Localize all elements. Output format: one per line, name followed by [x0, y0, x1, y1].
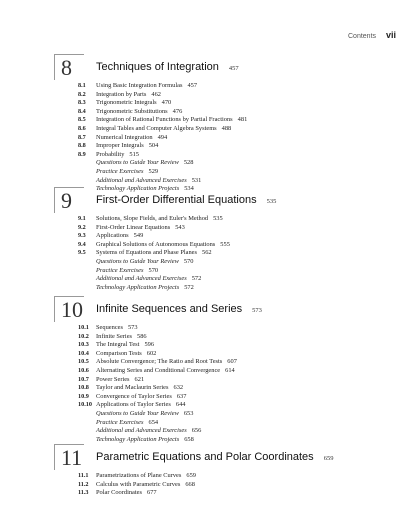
toc-entry[interactable] [78, 472, 388, 481]
section-title: Graphical Solutions of Autonomous Equations [96, 240, 216, 248]
toc-entry[interactable] [78, 284, 388, 293]
section-page: 621 [134, 375, 145, 383]
section-page: 504 [148, 142, 159, 150]
section-title: Convergence of Taylor Series [96, 392, 172, 400]
section-title: Applications of Taylor Series [96, 401, 171, 409]
section-number: 10.4 [78, 349, 89, 357]
section-page: 562 [202, 249, 212, 257]
section-page: 572 [191, 275, 202, 283]
toc-entry[interactable] [78, 142, 388, 151]
toc-entry[interactable] [78, 376, 388, 385]
chapter-page: 573 [252, 307, 262, 314]
toc-entry[interactable] [78, 358, 388, 367]
section-number: 10.8 [78, 384, 89, 392]
section-page: 535 [213, 215, 223, 222]
toc-entry[interactable] [78, 410, 388, 419]
toc-entry[interactable] [78, 384, 388, 393]
section-number: 10.9 [78, 392, 89, 400]
chapter-title-text: Parametric Equations and Polar Coordinates [96, 451, 314, 463]
section-page: 476 [172, 107, 183, 115]
toc-entry[interactable] [78, 116, 388, 125]
chapter-number: 10 [54, 296, 84, 322]
section-number: 8.9 [78, 150, 86, 158]
chapter-entries [78, 324, 388, 444]
section-number: 8.5 [78, 116, 86, 124]
toc-entry[interactable] [78, 419, 388, 428]
section-page: 457 [187, 82, 198, 89]
section-number: 11.2 [78, 480, 89, 488]
toc-entry[interactable] [78, 333, 388, 342]
section-page: 529 [148, 167, 159, 175]
toc-entry[interactable] [78, 249, 388, 258]
section-number: 9.1 [78, 215, 86, 222]
section-number: 10.1 [78, 324, 89, 331]
section-title: Trigonometric Integrals [96, 99, 157, 107]
toc-entry[interactable] [78, 427, 388, 436]
section-title: Systems of Equations and Phase Planes [96, 249, 197, 257]
section-title: Practice Exercises [96, 266, 144, 274]
toc-entry[interactable] [78, 489, 388, 498]
section-title: Sequences [96, 324, 123, 331]
section-title: Polar Coordinates [96, 489, 142, 497]
toc-entry[interactable] [78, 232, 388, 241]
section-page: 515 [129, 150, 139, 158]
section-title: Technology Application Projects [96, 283, 180, 291]
section-page: 534 [184, 185, 194, 193]
chapter-entries [78, 82, 388, 194]
toc-entry[interactable] [78, 108, 388, 117]
section-number: 9.4 [78, 240, 86, 248]
section-number: 10.5 [78, 358, 89, 366]
toc-entry[interactable] [78, 185, 388, 194]
toc-entry[interactable] [78, 241, 388, 250]
page-number: vii [385, 30, 396, 40]
toc-entry[interactable] [78, 151, 388, 160]
toc-entry[interactable] [78, 82, 388, 91]
chapter-title-text: Infinite Sequences and Series [96, 303, 243, 315]
toc-entry[interactable] [78, 159, 388, 168]
section-page: 668 [185, 480, 195, 488]
section-number: 8.3 [78, 99, 86, 107]
section-number: 10.7 [78, 375, 89, 383]
section-page: 573 [127, 324, 138, 331]
chapter-number: 9 [54, 187, 84, 213]
section-page: 586 [137, 332, 147, 340]
section-page: 462 [151, 90, 161, 98]
section-title: Additional and Advanced Exercises [96, 176, 187, 184]
section-number: 10.2 [78, 332, 89, 340]
section-page: 572 [184, 283, 194, 291]
section-title: Absolute Convergence; The Ratio and Root Tests [96, 358, 223, 366]
section-page: 614 [225, 366, 235, 374]
section-page: 607 [227, 358, 237, 366]
toc-entry[interactable] [78, 125, 388, 134]
section-title: Additional and Advanced Exercises [96, 427, 187, 435]
toc-entry[interactable] [78, 258, 388, 267]
section-title: Integration of Rational Functions by Partial Fractions [96, 116, 233, 124]
section-title: Parametrizations of Plane Curves [96, 472, 182, 479]
toc-entry[interactable] [78, 91, 388, 100]
section-page: 555 [220, 240, 230, 248]
section-title: Trigonometric Substitutions [96, 107, 168, 115]
chapter-number: 8 [54, 54, 84, 80]
section-number: 8.4 [78, 107, 86, 115]
section-page: 543 [175, 223, 185, 231]
section-page: 570 [148, 266, 159, 274]
toc-entry[interactable] [78, 367, 388, 376]
toc-entry[interactable] [78, 341, 388, 350]
section-title: Taylor and Maclaurin Series [96, 384, 169, 392]
section-number: 8.8 [78, 142, 86, 150]
section-number: 9.5 [78, 249, 86, 257]
section-title: The Integral Test [96, 341, 140, 349]
chapter-title[interactable] [96, 303, 262, 315]
chapter-title[interactable] [96, 451, 333, 463]
chapter-entries [78, 472, 388, 498]
toc-entry[interactable] [78, 224, 388, 233]
section-title: Infinite Series [96, 332, 133, 340]
section-page: 549 [133, 232, 144, 240]
section-title: Questions to Guide Your Review [96, 257, 179, 265]
toc-entry[interactable] [78, 168, 388, 177]
section-title: Comparison Tests [96, 349, 142, 357]
chapter-title-text: Techniques of Integration [96, 61, 219, 73]
section-title: First-Order Linear Equations [96, 223, 171, 231]
toc-entry[interactable] [78, 215, 388, 224]
section-number: 8.1 [78, 82, 86, 89]
toc-entry[interactable] [78, 393, 388, 402]
toc-entry[interactable] [78, 436, 388, 445]
toc-entry[interactable] [78, 99, 388, 108]
chapter-title[interactable] [96, 61, 239, 73]
section-title: Applications [96, 232, 129, 240]
section-title: Integral Tables and Computer Algebra Systems [96, 124, 217, 132]
toc-entry[interactable] [78, 481, 388, 490]
section-title: Additional and Advanced Exercises [96, 275, 187, 283]
section-number: 11.1 [78, 472, 89, 479]
section-title: Questions to Guide Your Review [96, 409, 179, 417]
toc-entry[interactable] [78, 350, 388, 359]
section-number: 10.6 [78, 366, 89, 374]
section-page: 570 [183, 257, 194, 265]
section-number: 8.7 [78, 133, 86, 141]
section-page: 596 [144, 341, 155, 349]
section-title: Solutions, Slope Fields, and Euler's Method [96, 215, 209, 222]
toc-entry[interactable] [78, 324, 388, 333]
section-title: Integration by Parts [96, 90, 147, 98]
section-page: 632 [173, 384, 184, 392]
section-page: 494 [157, 133, 168, 141]
running-header [348, 30, 396, 40]
section-title: Calculus with Parametric Curves [96, 480, 181, 488]
section-title: Practice Exercises [96, 167, 144, 175]
section-number: 8.6 [78, 124, 86, 132]
chapter-page: 535 [266, 198, 277, 205]
section-title: Technology Application Projects [96, 435, 180, 443]
section-number: 10.3 [78, 341, 89, 349]
section-page: 653 [183, 409, 194, 417]
toc-entry[interactable] [78, 267, 388, 276]
chapter-page: 659 [323, 455, 334, 462]
section-page: 637 [176, 392, 187, 400]
chapter-title-text: First-Order Differential Equations [96, 194, 257, 206]
toc-entry[interactable] [78, 134, 388, 143]
chapter-entries [78, 215, 388, 292]
section-number: 10.10 [78, 401, 92, 409]
section-number: 9.2 [78, 223, 86, 231]
section-page: 677 [146, 489, 157, 497]
toc-entry[interactable] [78, 401, 388, 410]
section-page: 654 [148, 418, 159, 426]
section-number: 11.3 [78, 489, 89, 497]
section-number: 9.3 [78, 232, 86, 240]
section-title: Technology Application Projects [96, 185, 180, 193]
section-title: Alternating Series and Conditional Convergence [96, 366, 221, 374]
section-page: 602 [146, 349, 157, 357]
section-page: 656 [191, 427, 202, 435]
section-page: 531 [191, 176, 202, 184]
section-page: 658 [184, 435, 194, 443]
section-title: Numerical Integration [96, 133, 153, 141]
section-number: 8.2 [78, 90, 86, 98]
section-title: Questions to Guide Your Review [96, 159, 179, 167]
section-page: 470 [161, 99, 172, 107]
section-title: Using Basic Integration Formulas [96, 82, 183, 89]
toc-entry[interactable] [78, 177, 388, 186]
section-title: Practice Exercises [96, 418, 144, 426]
toc-entry[interactable] [78, 275, 388, 284]
section-title: Power Series [96, 375, 130, 383]
chapter-title[interactable] [96, 194, 276, 206]
section-page: 659 [186, 472, 196, 479]
section-page: 488 [221, 124, 232, 132]
section-page: 644 [175, 401, 186, 409]
section-title: Improper Integrals [96, 142, 144, 150]
chapter-page: 457 [228, 65, 239, 72]
running-header-label: Contents [348, 33, 377, 40]
section-page: 481 [237, 116, 248, 124]
section-page: 528 [183, 159, 194, 167]
section-title: Probability [96, 150, 125, 158]
chapter-number: 11 [54, 444, 84, 470]
